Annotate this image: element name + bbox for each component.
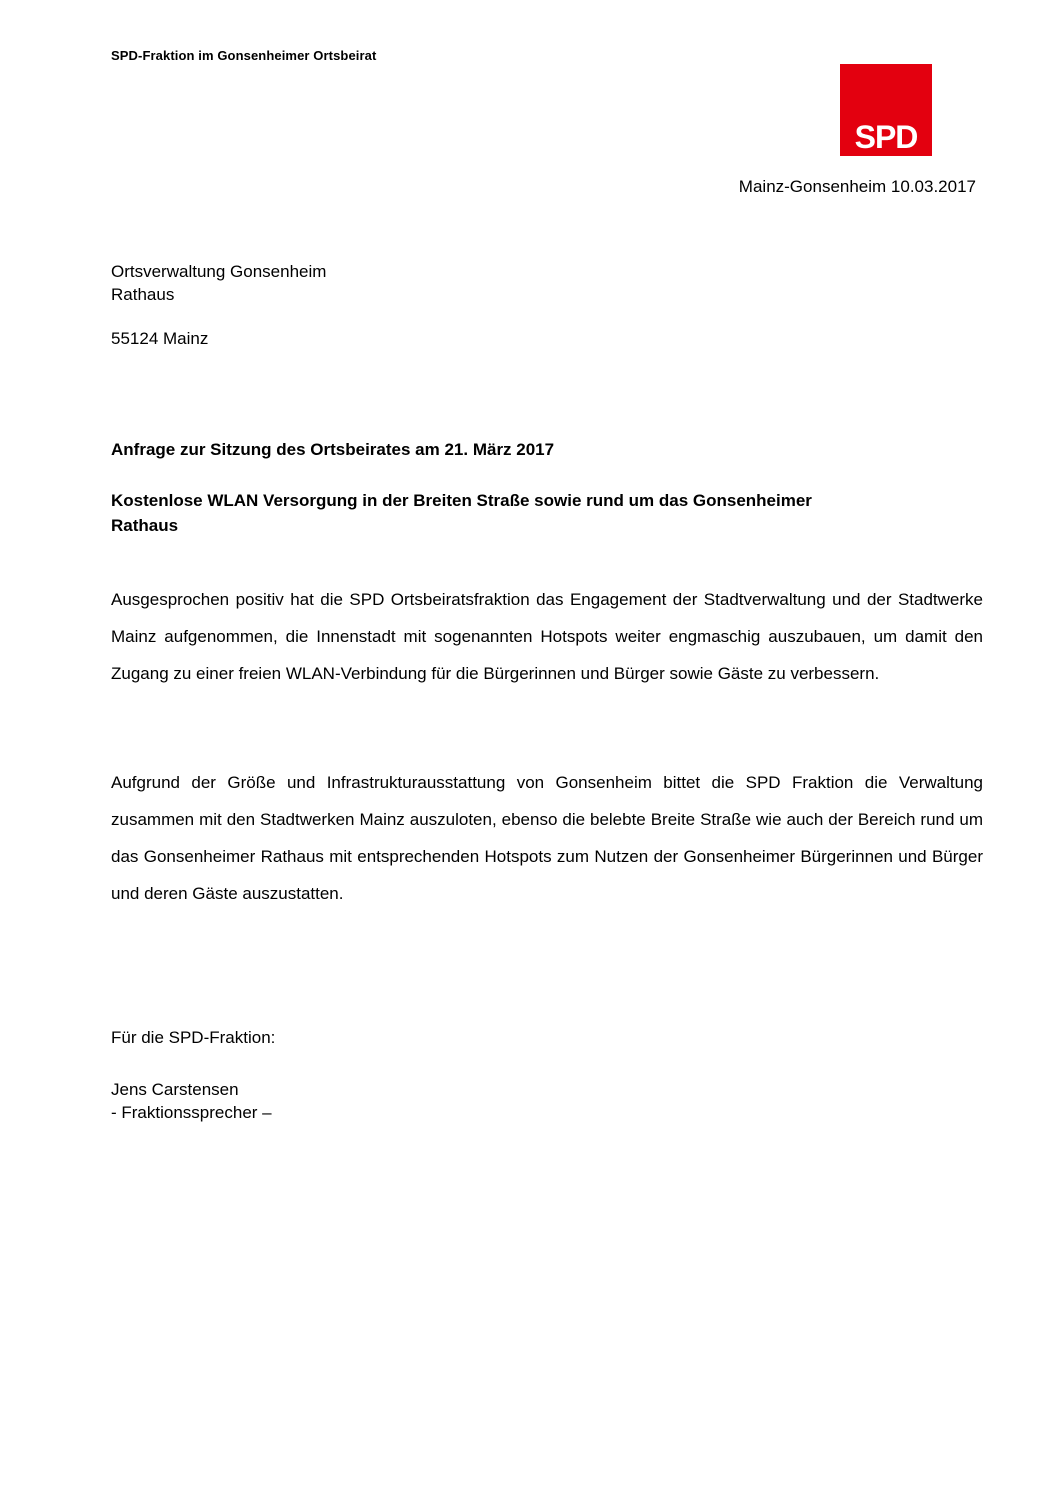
- recipient-line-2: Rathaus: [111, 285, 175, 304]
- date-line: Mainz-Gonsenheim 10.03.2017: [738, 177, 976, 196]
- signature-name: Jens Carstensen: [111, 1080, 239, 1099]
- recipient-line-1: Ortsverwaltung Gonsenheim: [111, 262, 327, 281]
- subject-line: Anfrage zur Sitzung des Ortsbeirates am 21. März 2017: [111, 440, 555, 459]
- recipient-city: 55124 Mainz: [111, 329, 209, 348]
- spd-logo: [840, 64, 932, 156]
- body-paragraph-2: Aufgrund der Größe und Infrastrukturausstattung von Gonsenheim bittet die SPD Fraktion die Verwaltung zusammen mit den Stadtwerken Mainz auszuloten, ebenso die belebte Breite Straße wie auch der Bereich rund um das Gonsenheimer Rathaus mit entsprechenden Hotspots zum Nutzen der Gonsenheimer Bürgerinnen und Bürger und deren Gäste auszustatten.: [111, 773, 983, 903]
- subtitle-line: Kostenlose WLAN Versorgung in der Breiten Straße sowie rund um das Gonsenheimer Rathaus: [111, 491, 812, 535]
- logo-text: SPD: [854, 119, 918, 155]
- recipient-address: [111, 260, 326, 350]
- signature-role: - Fraktionssprecher –: [111, 1103, 272, 1122]
- body-paragraph-1: Ausgesprochen positiv hat die SPD Ortsbeiratsfraktion das Engagement der Stadtverwaltung und der Stadtwerke Mainz aufgenommen, die Innenstadt mit sogenannten Hotspots weiter engmaschig auszubauen, um damit den Zugang zu einer freien WLAN-Verbindung für die Bürgerinnen und Bürger sowie Gäste zu verbessern.: [111, 590, 983, 683]
- closing-line: Für die SPD-Fraktion:: [111, 1028, 276, 1047]
- letterhead-organization: SPD-Fraktion im Gonsenheimer Ortsbeirat: [111, 48, 377, 63]
- signature-block: [111, 1078, 272, 1124]
